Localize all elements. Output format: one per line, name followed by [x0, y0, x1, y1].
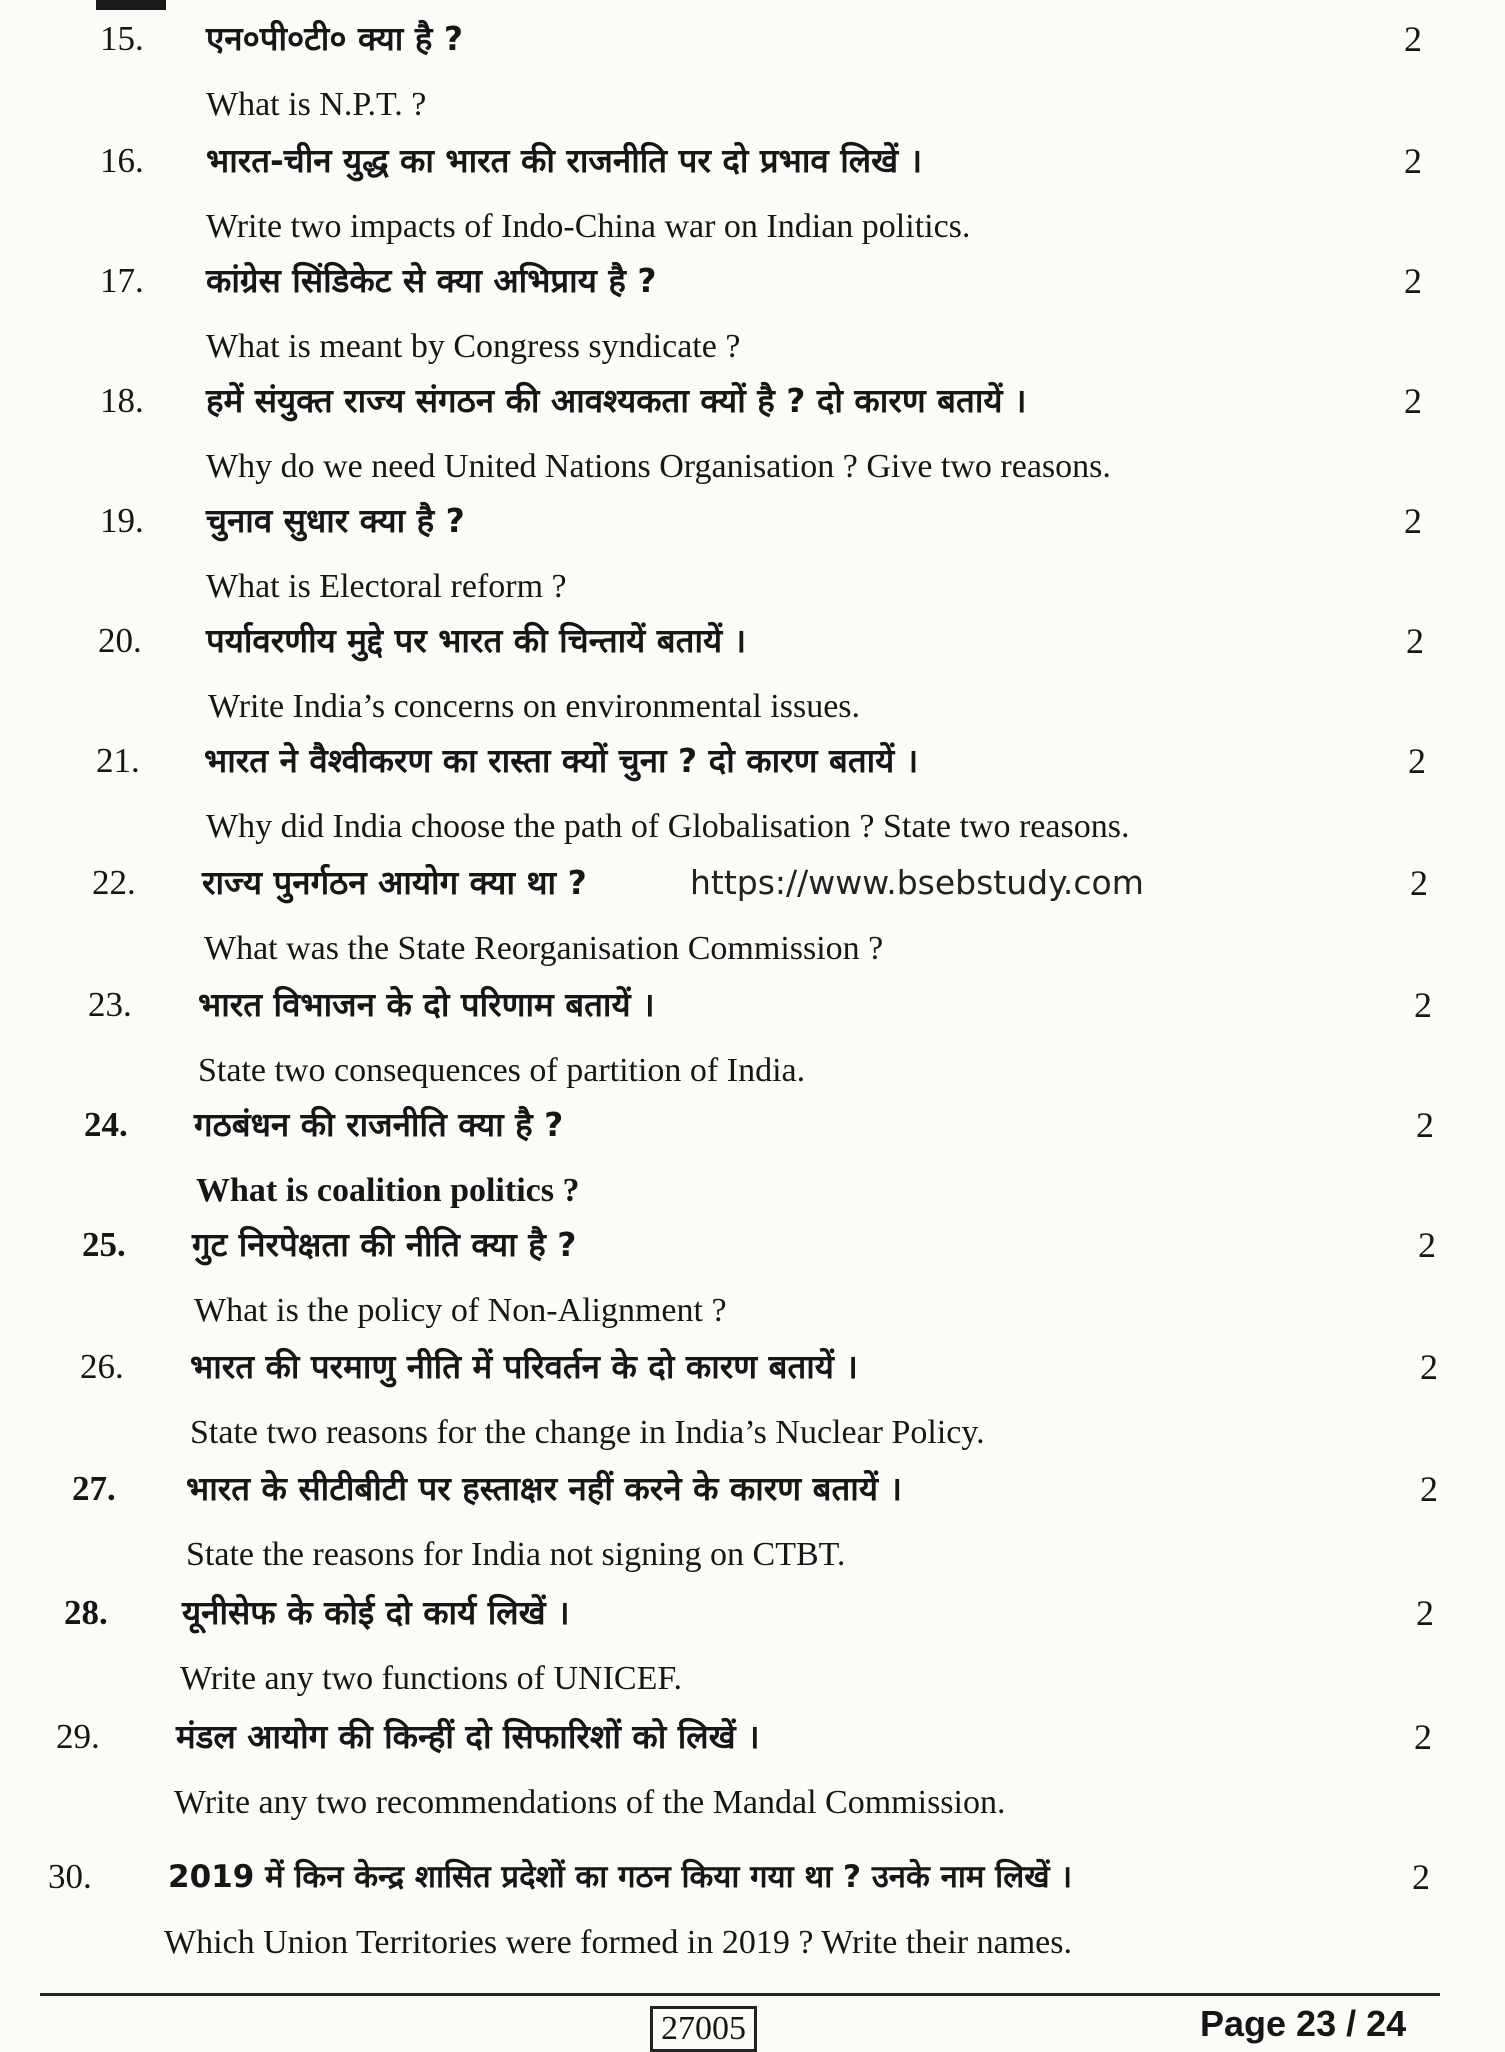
- question-item: [0, 16, 1505, 136]
- question-hindi: कांग्रेस सिंडिकेट से क्या अभिप्राय है ?: [206, 261, 657, 300]
- question-hindi: भारत के सीटीबीटी पर हस्ताक्षर नहीं करने के कारण बतायें ।: [186, 1469, 902, 1508]
- question-marks: 2: [1420, 1347, 1438, 1387]
- question-hindi: भारत ने वैश्वीकरण का रास्ता क्यों चुना ? दो कारण बतायें ।: [204, 741, 919, 780]
- question-hindi: भारत विभाजन के दो परिणाम बतायें ।: [198, 985, 655, 1024]
- header-mark: [96, 0, 166, 10]
- question-marks: 2: [1404, 141, 1422, 181]
- question-hindi: एन०पी०टी० क्या है ?: [206, 19, 463, 58]
- question-number: 23.: [88, 985, 132, 1024]
- question-english: Write two impacts of Indo-China war on Indian politics.: [206, 208, 971, 245]
- question-marks: 2: [1410, 863, 1428, 903]
- question-marks: 2: [1404, 501, 1422, 541]
- question-item: [0, 1344, 1505, 1464]
- question-english: State the reasons for India not signing on CTBT.: [186, 1536, 846, 1573]
- question-marks: 2: [1404, 381, 1422, 421]
- question-english: What is coalition politics ?: [196, 1172, 580, 1209]
- page-number: Page 23 / 24: [1200, 2003, 1407, 2044]
- question-english: State two reasons for the change in India’s Nuclear Policy.: [190, 1414, 985, 1451]
- question-marks: 2: [1420, 1469, 1438, 1509]
- question-hindi: भारत-चीन युद्ध का भारत की राजनीति पर दो प्रभाव लिखें ।: [206, 141, 923, 180]
- question-number: 22.: [92, 863, 136, 902]
- question-number: 30.: [48, 1857, 92, 1896]
- question-number: 28.: [64, 1593, 108, 1632]
- question-english: What is N.P.T. ?: [206, 86, 427, 123]
- question-hindi: गुट निरपेक्षता की नीति क्या है ?: [192, 1225, 577, 1264]
- question-english: Write India’s concerns on environmental issues.: [208, 688, 861, 725]
- question-english: What is meant by Congress syndicate ?: [206, 328, 741, 365]
- question-marks: 2: [1414, 985, 1432, 1025]
- source-url[interactable]: https://www.bsebstudy.com: [690, 863, 1144, 902]
- question-number: 15.: [100, 19, 144, 58]
- question-english: Write any two recommendations of the Mandal Commission.: [174, 1784, 1006, 1821]
- question-item: [0, 618, 1505, 738]
- question-number: 29.: [56, 1717, 100, 1756]
- question-hindi: चुनाव सुधार क्या है ?: [206, 501, 465, 540]
- question-english: Write any two functions of UNICEF.: [180, 1660, 683, 1697]
- question-number: 26.: [80, 1347, 124, 1386]
- question-item: [0, 1222, 1505, 1342]
- question-hindi: भारत की परमाणु नीति में परिवर्तन के दो कारण बतायें ।: [190, 1347, 858, 1386]
- question-hindi: यूनीसेफ के कोई दो कार्य लिखें ।: [182, 1593, 570, 1632]
- question-english: Why did India choose the path of Globalisation ? State two reasons.: [206, 808, 1130, 845]
- question-marks: 2: [1416, 1593, 1434, 1633]
- question-item: [0, 982, 1505, 1102]
- question-english: What is the policy of Non-Alignment ?: [194, 1292, 727, 1329]
- question-marks: 2: [1404, 261, 1422, 301]
- question-item: [0, 738, 1505, 858]
- question-hindi: राज्य पुनर्गठन आयोग क्या था ?: [202, 863, 587, 902]
- question-english: Which Union Territories were formed in 2019 ? Write their names.: [164, 1924, 1072, 1961]
- question-number: 25.: [82, 1225, 126, 1264]
- question-item: [0, 1102, 1505, 1222]
- question-english: State two consequences of partition of India.: [198, 1052, 806, 1089]
- question-item: [0, 860, 1505, 980]
- question-english: Why do we need United Nations Organisation ? Give two reasons.: [206, 448, 1111, 485]
- question-item: [0, 1590, 1505, 1710]
- question-hindi: गठबंधन की राजनीति क्या है ?: [194, 1105, 564, 1144]
- question-item: [0, 1714, 1505, 1834]
- question-hindi: हमें संयुक्त राज्य संगठन की आवश्यकता क्यों है ? दो कारण बतायें ।: [206, 381, 1027, 420]
- question-hindi: मंडल आयोग की किन्हीं दो सिफारिशों को लिखें ।: [176, 1717, 760, 1756]
- question-item: [0, 258, 1505, 378]
- question-marks: 2: [1416, 1105, 1434, 1145]
- question-marks: 2: [1408, 741, 1426, 781]
- question-marks: 2: [1418, 1225, 1436, 1265]
- question-number: 21.: [96, 741, 140, 780]
- question-english: What was the State Reorganisation Commission ?: [204, 930, 884, 967]
- question-number: 18.: [100, 381, 144, 420]
- question-marks: 2: [1412, 1857, 1430, 1897]
- question-item: [0, 1466, 1505, 1586]
- question-hindi: पर्यावरणीय मुद्दे पर भारत की चिन्तायें बतायें ।: [206, 621, 747, 660]
- question-number: 24.: [84, 1105, 128, 1144]
- question-item: [0, 378, 1505, 498]
- question-hindi: 2019 में किन केन्द्र शासित प्रदेशों का गठन किया गया था ? उनके नाम लिखें ।: [168, 1859, 1073, 1895]
- question-marks: 2: [1414, 1717, 1432, 1757]
- question-marks: 2: [1406, 621, 1424, 661]
- question-number: 19.: [100, 501, 144, 540]
- question-english: What is Electoral reform ?: [206, 568, 567, 605]
- question-item: [0, 498, 1505, 618]
- question-item: [0, 1854, 1505, 1974]
- paper-code: 27005: [650, 2006, 757, 2052]
- footer-divider: [40, 1993, 1440, 1996]
- question-number: 27.: [72, 1469, 116, 1508]
- question-number: 20.: [98, 621, 142, 660]
- question-number: 17.: [100, 261, 144, 300]
- question-marks: 2: [1404, 19, 1422, 59]
- question-item: [0, 138, 1505, 258]
- question-number: 16.: [100, 141, 144, 180]
